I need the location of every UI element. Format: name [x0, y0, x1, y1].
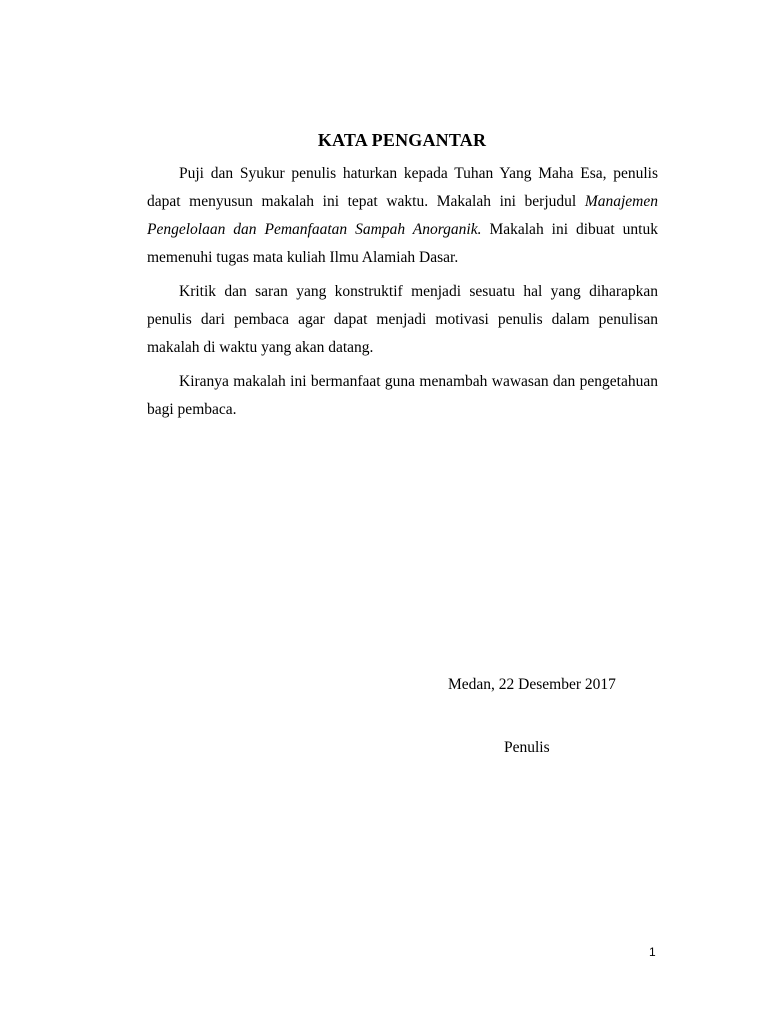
- body-text: [147, 160, 658, 430]
- page-number: 1: [649, 945, 656, 959]
- paragraph-critique: Kritik dan saran yang konstruktif menjadi sesuatu hal yang diharapkan penulis dari pembaca agar dapat menjadi motivasi penulis dalam penulisan makalah di waktu yang akan datang.: [147, 283, 658, 356]
- page-title: KATA PENGANTAR: [317, 130, 487, 150]
- paragraph-intro-text-end: Makalah ini dibuat untuk memenuhi tugas mata kuliah Ilmu Alamiah Dasar.: [147, 221, 658, 266]
- paragraph-intro: [147, 160, 658, 272]
- closing-place-date: Medan, 22 Desember 2017: [448, 676, 616, 693]
- closing-author: Penulis: [504, 739, 550, 756]
- paper-title-italic: Manajemen Pengelolaan dan Pemanfaatan Sampah Anorganik.: [147, 193, 658, 238]
- paragraph-intro-text: Puji dan Syukur penulis haturkan kepada Tuhan Yang Maha Esa, penulis dapat menyusun makalah ini tepat waktu. Makalah ini berjudul: [147, 165, 658, 210]
- paragraph-hope: Kiranya makalah ini bermanfaat guna menambah wawasan dan pengetahuan bagi pembaca.: [147, 373, 658, 418]
